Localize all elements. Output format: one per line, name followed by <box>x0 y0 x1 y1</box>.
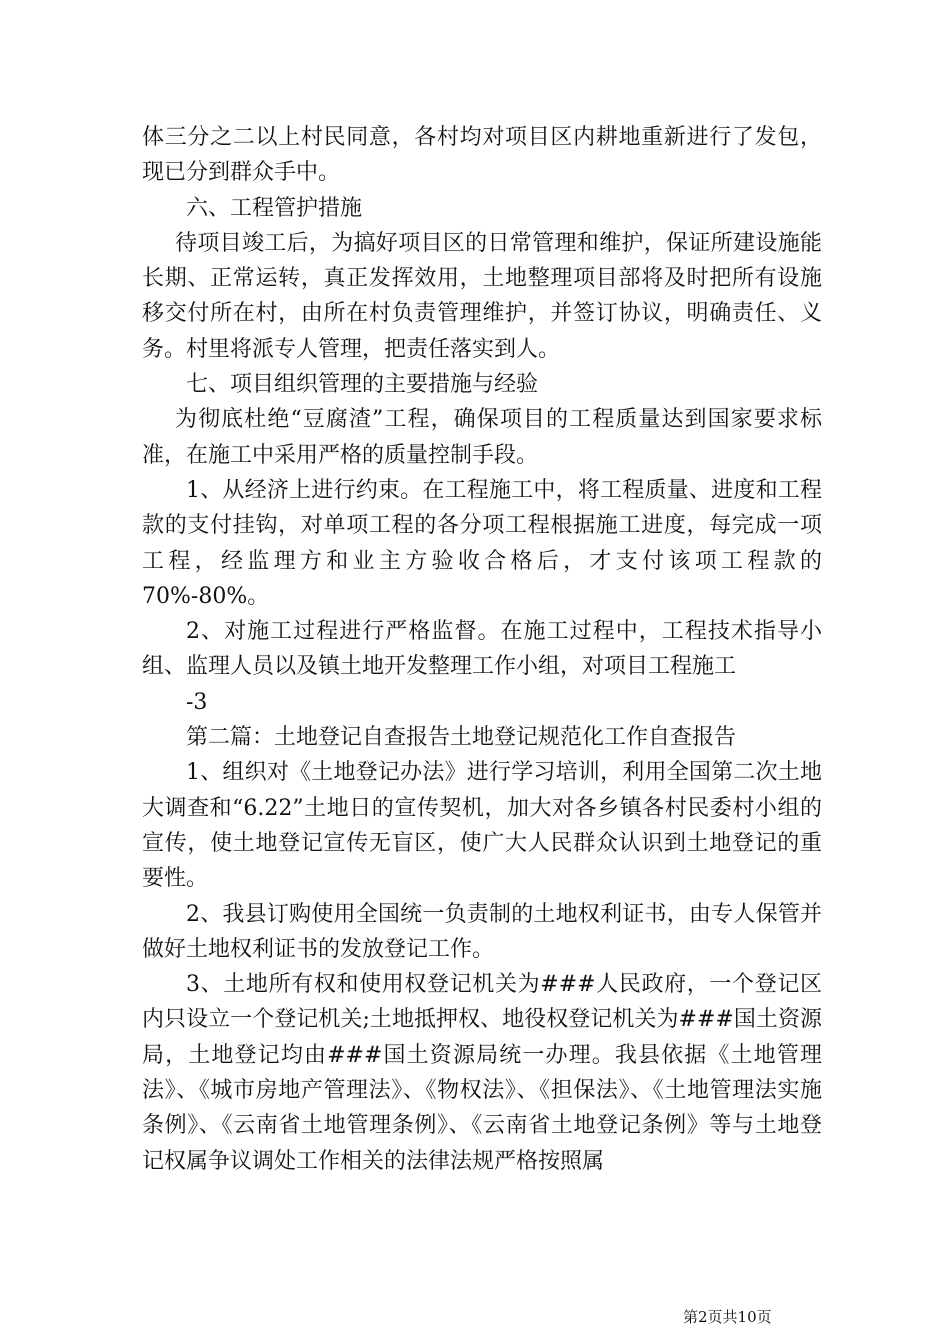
section-heading-part-two: 第二篇：土地登记自查报告土地登记规范化工作自查报告 <box>186 725 737 751</box>
paragraph-report-2: 2、我县订购使用全国统一负责制的土地权利证书，由专人保管并做好土地权利证书的发放登记工作。 <box>142 901 822 962</box>
inline-page-number: -3 <box>186 689 208 715</box>
paragraph-report-1: 1、组织对《土地登记办法》进行学习培训，利用全国第二次土地大调查和“6.22”土地日的宣传契机，加大对各乡镇各村民委村小组的宣传，使土地登记宣传无盲区，使广大人民群众认识到土地登记的重要性。 <box>142 760 822 892</box>
paragraph-item-1: 1、从经济上进行约束。在工程施工中，将工程质量、进度和工程款的支付挂钩，对单项工程的各分项工程根据施工进度，每完成一项工程，经监理方和业主方验收合格后，才支付该项工程款的70%-80%。 <box>142 477 822 609</box>
section-heading-seven: 七、项目组织管理的主要措施与经验 <box>186 372 539 398</box>
paragraph-item-2: 2、对施工过程进行严格监督。在施工过程中，工程技术指导小组、监理人员以及镇土地开发整理工作小组，对项目工程施工 <box>142 619 822 680</box>
paragraph-continuation: 体三分之二以上村民同意，各村均对项目区内耕地重新进行了发包，现已分到群众手中。 <box>142 125 822 186</box>
paragraph-maintenance: 待项目竣工后，为搞好项目区的日常管理和维护，保证所建设施能长期、正常运转，真正发挥效用，土地整理项目部将及时把所有设施移交付所在村，由所在村负责管理维护，并签订协议，明确责任、义务。村里将派专人管理，把责任落实到人。 <box>142 230 822 362</box>
page-footer: 第2页共10页 <box>683 1308 772 1326</box>
document-body <box>142 120 822 1179</box>
paragraph-report-3: 3、土地所有权和使用权登记机关为###人民政府，一个登记区内只设立一个登记机关;土地抵押权、地役权登记机关为###国土资源局，土地登记均由###国土资源局统一办理。我县依据《土地管理法》、《城市房地产管理法》、《物权法》、《担保法》、《土地管理法实施条例》、《云南省土地管理条例》、《云南省土地登记条例》等与土地登记权属争议调处工作相关的法律法规严格按照属 <box>142 972 822 1174</box>
section-heading-six: 六、工程管护措施 <box>186 195 363 221</box>
paragraph-quality-control: 为彻底杜绝“豆腐渣”工程，确保项目的工程质量达到国家要求标准，在施工中采用严格的质量控制手段。 <box>142 407 822 468</box>
